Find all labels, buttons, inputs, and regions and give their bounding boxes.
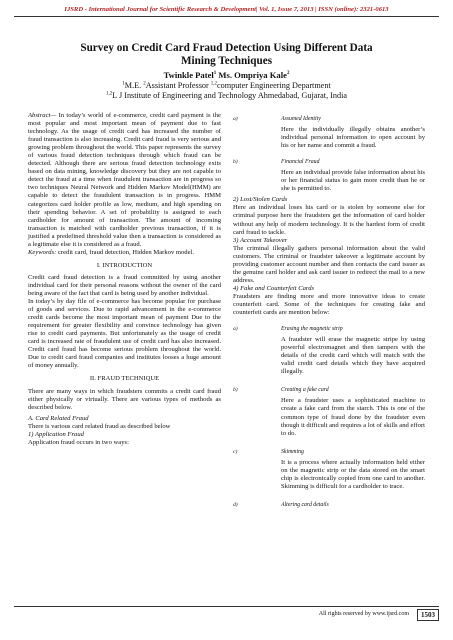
intro-paragraph-1: Credit card fraud detection is a fraud committed by using another individual card for their personal reasons without the owner of the card being aware of the fact that card is being used by another individual.: [28, 273, 221, 297]
title-line-2: Mining Techniques: [180, 55, 273, 67]
journal-header: IJSRD - International Journal for Scientific Research & Development| Vol. 1, Issue 7, 2013 | ISSN (online): 2321-0613: [64, 6, 389, 13]
item-heading: Creating a fake card: [281, 387, 329, 394]
list-item: [233, 448, 425, 491]
subsection-account-takeover: 3) Account Takeover: [233, 236, 288, 244]
list-item: [233, 501, 425, 512]
list-item: [233, 325, 425, 376]
authors: [30, 70, 423, 80]
title-line-1: Survey on Credit Card Fraud Detection Using Different Data: [80, 42, 373, 54]
aff-sup: 1,2: [210, 81, 218, 87]
subsection-fake-counterfeit: 4) Fake and Counterfeit Cards: [233, 284, 315, 292]
item-text: Here a fraudster uses a sophisticated machine to create a fake card from the starch. This is one of the common type of fraud done by the fraudster even though it difficult and requires a lot of skills and effort to do.: [281, 397, 425, 437]
item-marker: a): [233, 326, 238, 333]
item-heading: Financial Fraud: [281, 159, 320, 166]
aff-text: Assistant Professor: [145, 81, 211, 90]
item-marker: a): [233, 116, 238, 122]
item-heading: Altering card details: [281, 501, 329, 508]
author-2: Ms. Ompriya Kale: [216, 70, 287, 80]
list-item: [233, 386, 425, 437]
subsection-card-related: A. Card Related Fraud: [28, 414, 89, 422]
fake-counterfeit-text: Fraudsters are finding more and more innovative ideas to create counterfeit card. Some of the techniques for creating fake and counterfeit cards are mention below:: [233, 292, 425, 317]
affiliation-2: [30, 91, 423, 101]
abstract-text: In today’s world of e-commerce, credit card payment is the most popular and most important mean of payment due to fast technology. As the usage of credit card has increased the number of fraud transaction is also increasing. Credit card fraud is very serious and growing problem throughout the world. This paper represents the survey of various fraud detection techniques through which fraud can be detected. Although there are serious fraud detection technology exits based on data mining, knowledge discovery but they are not capable to detect the fraud at a time when fraudulent transaction are in progress so two techniques Neural Network and Hidden Markov Model(HMM) are capable to detect the fraudulent transaction is in progress. HMM categorizes card holder profile as low, medium, and high spending on their spending behavior. A set of probability is assigned to each cardholder for amount of transaction. The amount of incoming transaction is matched with cardholder previous transaction, if it is justified a predefined threshold value then a transaction is considered as a legitimate else it is considered as a fraud.: [28, 112, 221, 248]
right-column: [233, 112, 425, 512]
item-text: It is a process where actually information held either on the magnetic strip or the data stored on the smart chip is electronically copied from one card to another. Skimming is difficult for a cardholder to trace.: [281, 458, 425, 490]
list-item: [233, 115, 425, 150]
footer-divider: [14, 606, 439, 607]
author-1: Twinkle Patel: [163, 70, 214, 80]
keywords: [28, 249, 221, 257]
fraud-paragraph: There are many ways in which fraudsters commits a credit card fraud either physically or virtually. There are various types of methods as described below.: [28, 387, 221, 411]
page-number: 1503: [417, 609, 439, 621]
lost-stolen-text: Here an individual loses his card or is stolen by someone else for criminal purpose here the fraudsters get the information of card holder without any help of modern technology. It is the hardest form of credit card fraud to tackle.: [233, 204, 425, 236]
section-heading-introduction: I. INTRODUCTION: [96, 261, 153, 269]
item-text: A fraudster will erase the magnetic stripe by using powerful electromagnet and then tampers with the details of the credit card which will match with the valid credit card details which they have acquired illegally.: [281, 336, 425, 376]
item-text: Here an individual provide false information about his or her financial status to gain more credit than he or she is permitted to.: [281, 169, 425, 193]
aff-text: L J Institute of Engineering and Technology Ahmedabad, Gujarat, India: [112, 91, 347, 100]
left-column: [28, 112, 221, 447]
subsection-lost-stolen: 2) Lost/Stolen Cards: [233, 196, 288, 204]
abstract: [28, 112, 221, 249]
item-heading: Assumed Identity: [281, 116, 321, 122]
aff-sup: 1,2: [105, 91, 113, 97]
account-takeover-text: The criminal illegally gathers personal information about the valid customers. The criminal or fraudster takeover a legitimate account by providing customer account number and then contacts the card issuer as the genuine card holder and ask card issuer to redirect the mail to a new address.: [233, 244, 425, 284]
item-marker: b): [233, 387, 238, 394]
item-heading: Erasing the magnetic strip: [281, 326, 343, 333]
abstract-label: Abstract—: [28, 112, 57, 119]
footer-text: All rights reserved by www.ijsrd.com: [318, 611, 409, 617]
aff-sup: 2: [143, 81, 146, 87]
item-heading: Skimming: [281, 448, 304, 455]
author-2-sup: 2: [286, 71, 290, 77]
item-marker: d): [233, 501, 238, 508]
intro-paragraph-2: In today’s by day file of e-commerce has become popular for purchase of goods and services. Due to rapid advancement in the e-commerce credit cards become the most important mean of payment Due to the requirement for greater flexibility and convince technology has given rise to credit card payments. But unfortunately as the usage of credit card is increased rate of fraudulent use of credit card has also increased. Credit card fraud has become serious problem throughout the world. Due to credit card fraud companies and institutes looses a huge amount of money annually.: [28, 298, 221, 370]
affiliation-1: [30, 81, 423, 91]
subsection-application-fraud: 1) Application Fraud: [28, 430, 84, 438]
list-item: [233, 158, 425, 193]
section-heading-fraud: II. FRAUD TECHNIQUE: [89, 375, 160, 383]
keywords-text: credit card, fraud detection, Hidden Markov model.: [56, 248, 195, 256]
item-marker: c): [233, 448, 238, 455]
keywords-label: Keywords:: [28, 248, 57, 256]
item-marker: b): [233, 159, 238, 166]
item-text: Here the individually illegally obtains another’s individual personal information to open account by his or her name and commit a fraud.: [281, 126, 425, 150]
aff-text: computer Engineering Department: [217, 81, 331, 90]
author-1-sup: 1: [213, 71, 217, 77]
aff-text: M.E.: [124, 81, 144, 90]
header-divider: [14, 16, 439, 17]
card-related-text: There is various card related fraud as described below: [28, 422, 171, 430]
paper-title: [30, 42, 423, 68]
aff-sup: 1: [122, 81, 125, 87]
application-fraud-text: Application fraud occurs in two ways:: [28, 438, 129, 446]
